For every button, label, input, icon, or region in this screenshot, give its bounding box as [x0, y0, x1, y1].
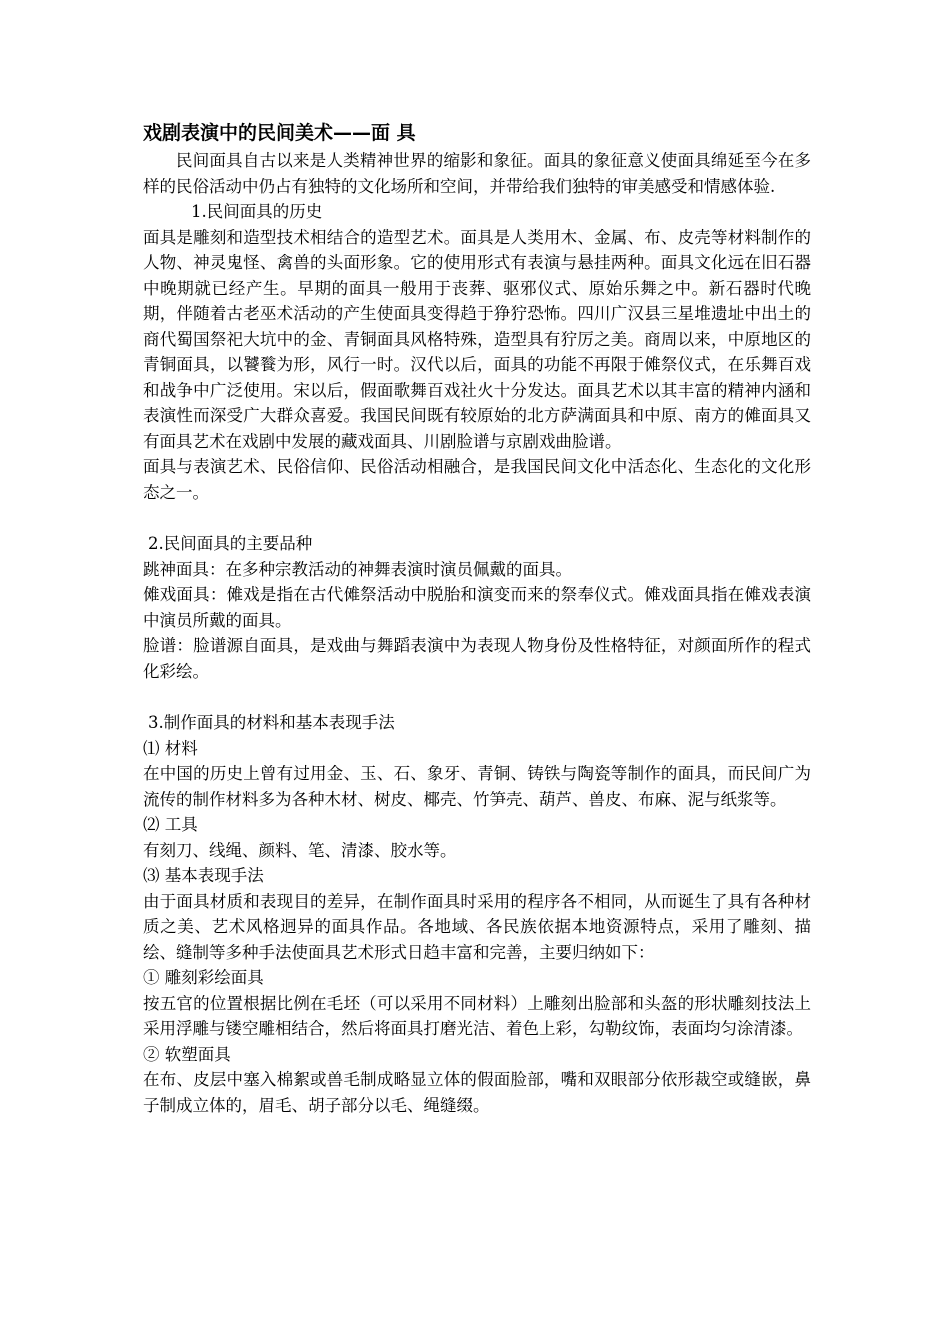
spacer — [143, 684, 811, 710]
section-1-heading: 1.民间面具的历史 — [191, 202, 323, 221]
sub-heading-materials: ⑴ 材料 — [143, 738, 198, 758]
section-1-paragraph: 面具与表演艺术、民俗信仰、民俗活动相融合，是我国民间文化中活态化、生态化的文化形态之一。 — [143, 457, 811, 502]
spacer — [143, 505, 811, 531]
method-1-paragraph: 按五官的位置根据比例在毛坯（可以采用不同材料）上雕刻出脸部和头盔的形状雕刻技法上采用浮雕与镂空雕相结合，然后将面具打磨光洁、着色上彩，勾勒纹饰，表面均匀涂清漆。 — [143, 993, 811, 1038]
section-2-item: 跳神面具：在多种宗教活动的神舞表演时演员佩戴的面具。 — [143, 559, 572, 579]
tools-paragraph: 有刻刀、线绳、颜料、笔、清漆、胶水等。 — [143, 840, 457, 860]
sub-heading-tools: ⑵ 工具 — [143, 815, 198, 834]
sub-heading-techniques: ⑶ 基本表现手法 — [143, 866, 264, 885]
intro-paragraph: 民间面具自古以来是人类精神世界的缩影和象征。面具的象征意义使面具绵延至今在多样的民俗活动中仍占有独特的文化场所和空间，并带给我们独特的审美感受和情感体验. — [143, 151, 811, 196]
section-2-item: 傩戏面具：傩戏是指在古代傩祭活动中脱胎和演变而来的祭奉仪式。傩戏面具指在傩戏表演中演员所戴的面具。 — [143, 585, 811, 630]
document-page — [143, 118, 811, 1118]
method-2-heading: ② 软塑面具 — [143, 1044, 231, 1064]
method-2-paragraph: 在布、皮层中塞入棉絮或兽毛制成略显立体的假面脸部，嘴和双眼部分依形裁空或缝嵌，鼻子制成立体的，眉毛、胡子部分以毛、绳缝缀。 — [143, 1070, 811, 1115]
section-2-heading: 2.民间面具的主要品种 — [148, 534, 313, 553]
section-2-item: 脸谱：脸谱源自面具，是戏曲与舞蹈表演中为表现人物身份及性格特征，对颜面所作的程式化彩绘。 — [143, 636, 811, 681]
materials-paragraph: 在中国的历史上曾有过用金、玉、石、象牙、青铜、铸铁与陶瓷等制作的面具，而民间广为流传的制作材料多为各种木材、树皮、椰壳、竹笋壳、葫芦、兽皮、布麻、泥与纸浆等。 — [143, 764, 811, 809]
section-3-heading: 3.制作面具的材料和基本表现手法 — [148, 713, 395, 732]
method-1-heading: ① 雕刻彩绘面具 — [143, 968, 264, 987]
section-1-paragraph: 面具是雕刻和造型技术相结合的造型艺术。面具是人类用木、金属、布、皮壳等材料制作的人物、神灵鬼怪、禽兽的头面形象。它的使用形式有表演与悬挂两种。面具文化远在旧石器中晚期就已经产生。早期的面具一般用于丧葬、驱邪仪式、原始乐舞之中。新石器时代晚期，伴随着古老巫术活动的产生使面具变得趋于狰狞恐怖。四川广汉县三星堆遗址中出土的商代蜀国祭祀大坑中的金、青铜面具风格特殊，造型具有狞厉之美。商周以来，中原地区的青铜面具，以饕餮为形，风行一时。汉代以后，面具的功能不再限于傩祭仪式，在乐舞百戏和战争中广泛使用。宋以后，假面歌舞百戏社火十分发达。面具艺术以其丰富的精神内涵和表演性而深受广大群众喜爱。我国民间既有较原始的北方萨满面具和中原、南方的傩面具又有面具艺术在戏剧中发展的藏戏面具、川剧脸谱与京剧戏曲脸谱。 — [143, 227, 811, 451]
page-title: 戏剧表演中的民间美术——面 具 — [143, 122, 416, 144]
techniques-paragraph: 由于面具材质和表现目的差异，在制作面具时采用的程序各不相同，从而诞生了具有各种材质之美、艺术风格迥异的面具作品。各地域、各民族依据本地资源特点，采用了雕刻、描绘、缝制等多种手法使面具艺术形式日趋丰富和完善，主要归纳如下： — [143, 891, 811, 962]
